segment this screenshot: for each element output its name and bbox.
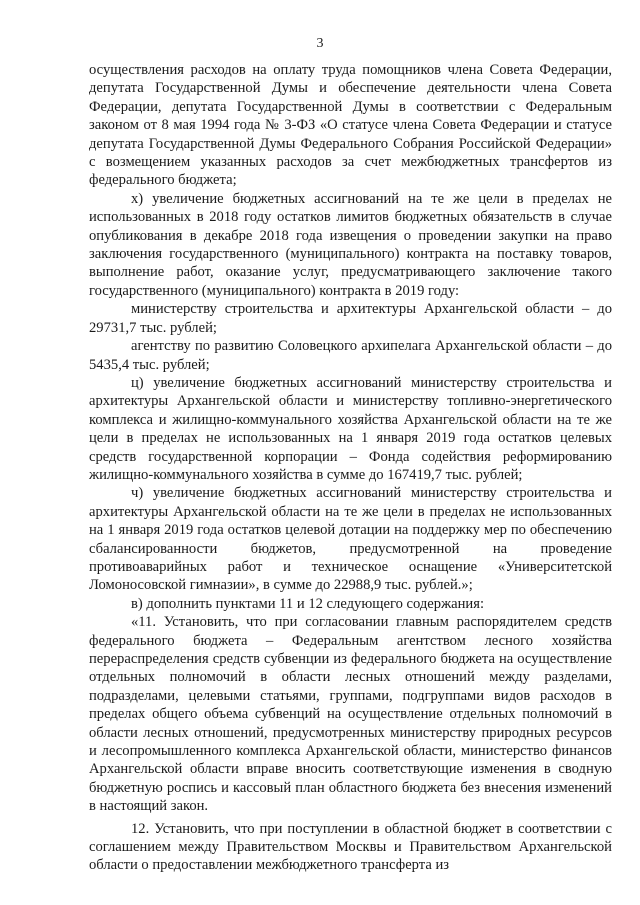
- paragraph-item-ch: ч) увеличение бюджетных ассигнований министерству строительства и архитектуры Архангельской области на те же цели в пределах не использованных на 1 января 2019 года остатков целевой дотации на поддержку мер по обеспечению сбалансированности бюджетов, предусмотренной на проведение противоаварийных работ и техническое оснащение «Университетской Ломоносовской гимназии», в сумме до 22988,9 тыс. рублей.»;: [89, 485, 612, 594]
- paragraph-item-ts: ц) увеличение бюджетных ассигнований министерству строительства и архитектуры Архангельской области и министерству топливно-энергетического комплекса и жилищно-коммунального хозяйства Архангельской области на те же цели в пределах не использованных на 1 января 2019 года остатков целевых средств государственной корпорации – Фонда содействия реформированию жилищно-коммунального хозяйства в сумме до 167419,7 тыс. рублей;: [89, 374, 612, 483]
- paragraph-continuation: осуществления расходов на оплату труда помощников члена Совета Федерации, депутата Государственной Думы и обеспечение деятельности члена Совета Федерации, депутата Государственной Думы в соответствии с Федеральным законом от 8 мая 1994 года № 3-ФЗ «О статусе члена Совета Федерации и статусе депутата Государственной Думы Федерального Собрания Российской Федерации» с возмещением указанных расходов за счет межбюджетных трансфертов из федерального бюджета;: [89, 62, 612, 189]
- page-number: 3: [316, 36, 324, 51]
- paragraph-clause-11: «11. Установить, что при согласовании главным распорядителем средств федерального бюджета – Федеральным агентством лесного хозяйства перераспределения средств субвенции из федерального бюджета на осуществление отдельных полномочий в области лесных отношений между разделами, подразделами, целевыми статьями, группами, подгруппами видов расходов в пределах общего объема субвенций на осуществление отдельных полномочий в области лесных отношений, предусмотренных министерству природных ресурсов и лесопромышленного комплекса Архангельской области, министерство финансов Архангельской области вправе вносить соответствующие изменения в сводную бюджетную роспись и кассовый план областного бюджета без внесения изменений в настоящий закон.: [89, 614, 612, 815]
- paragraph-ministry-construction: министерству строительства и архитектуры Архангельской области – до 29731,7 тыс. рублей;: [89, 301, 612, 336]
- paragraph-solovetsky-agency: агентству по развитию Соловецкого архипелага Архангельской области – до 5435,4 тыс. рублей;: [89, 338, 612, 373]
- paragraph-clause-12: 12. Установить, что при поступлении в областной бюджет в соответствии с соглашением между Правительством Москвы и Правительством Архангельской области о предоставлении межбюджетного трансферта из: [89, 820, 612, 874]
- paragraph-item-v: в) дополнить пунктами 11 и 12 следующего содержания:: [131, 595, 485, 612]
- paragraph-item-kh: х) увеличение бюджетных ассигнований на те же цели в пределах не использованных в 2018 году остатков лимитов бюджетных обязательств в случае опубликования в декабре 2018 года извещения о проведении закупки на право заключения государственного (муниципального) контракта на поставку товаров, выполнение работ, оказание услуг, предусматривающего заключение такого государственного (муниципального) контракта в 2019 году:: [89, 190, 612, 299]
- document-body: [89, 61, 612, 875]
